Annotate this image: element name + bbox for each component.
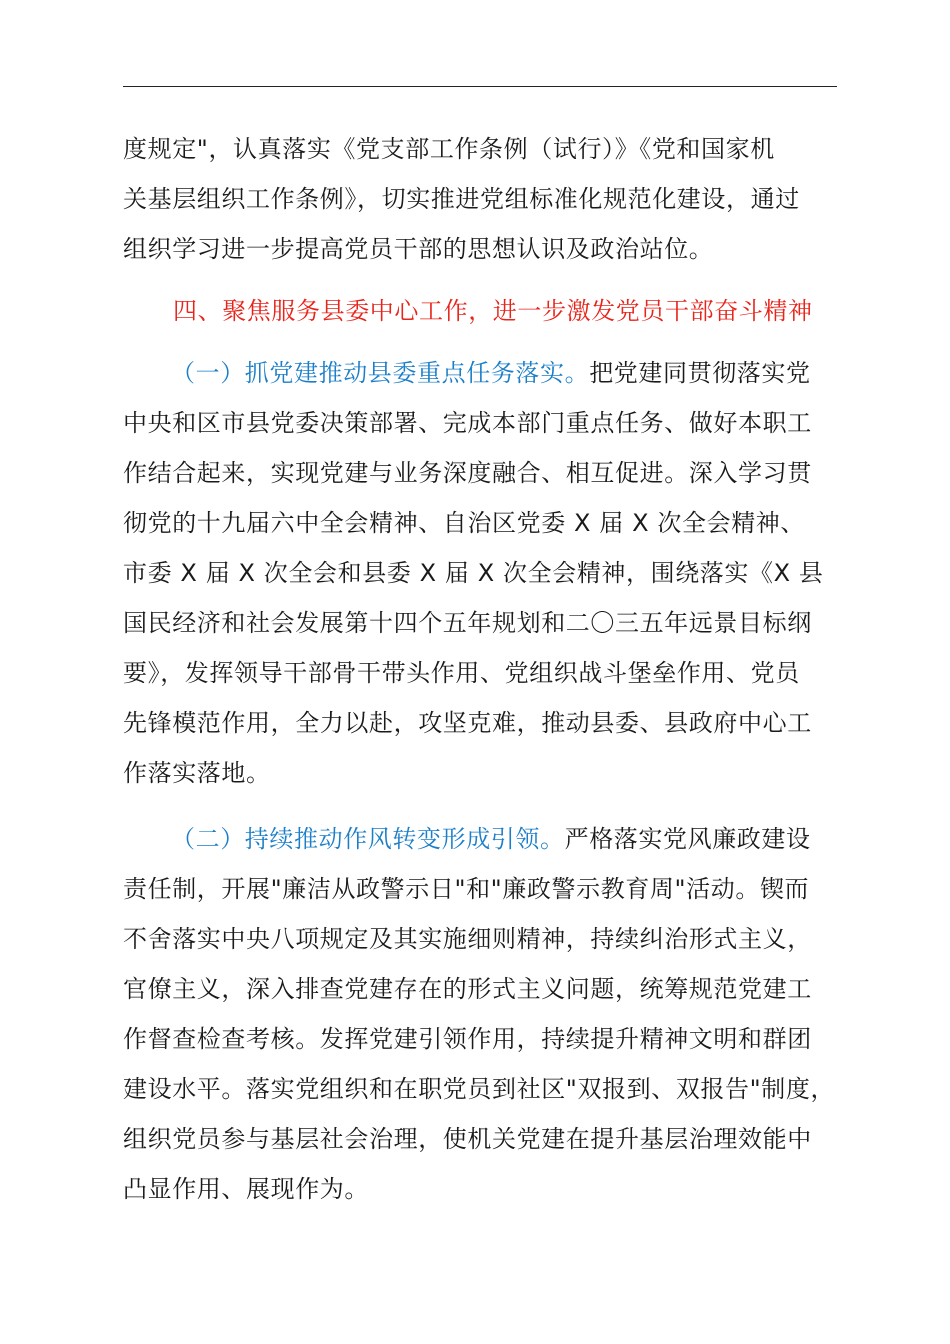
text-line: 组织学习进一步提高党员干部的思想认识及政治站位。 bbox=[123, 235, 714, 263]
text-line: 关基层组织工作条例》，切实推进党组标准化规范化建设，通过 bbox=[123, 185, 800, 213]
text-line-rest: 严格落实党风廉政建设 bbox=[564, 825, 811, 853]
text-line: 凸显作用、展现作为。 bbox=[123, 1175, 369, 1203]
text-line: 作落实落地。 bbox=[123, 759, 271, 787]
paragraph-first-line bbox=[123, 814, 838, 864]
text-line: 作督查检查考核。发挥党建引领作用，持续提升精神文明和群团 bbox=[123, 1025, 812, 1053]
text-line: 建设水平。落实党组织和在职党员到社区"双报到、双报告"制度， bbox=[123, 1075, 836, 1103]
section-heading: 四、聚焦服务县委中心工作，进一步激发党员干部奋斗精神 bbox=[173, 297, 813, 325]
text-line: 先锋模范作用，全力以赴，攻坚克难，推动县委、县政府中心工 bbox=[123, 709, 812, 737]
text-line: 市委 X 届 X 次全会和县委 X 届 X 次全会精神，围绕落实《X 县 bbox=[123, 559, 824, 587]
text-line: 官僚主义，深入排查党建存在的形式主义问题，统筹规范党建工 bbox=[123, 975, 812, 1003]
text-line-rest: 把党建同贯彻落实党 bbox=[589, 359, 811, 387]
text-line: 责任制，开展"廉洁从政警示日"和"廉政警示教育周"活动。锲而 bbox=[123, 875, 810, 903]
subsection-2-paragraph bbox=[123, 814, 838, 1214]
text-line: 组织党员参与基层社会治理，使机关党建在提升基层治理效能中 bbox=[123, 1125, 812, 1153]
paragraph-first-line bbox=[123, 348, 838, 398]
text-line: 要》，发挥领导干部骨干带头作用、党组织战斗堡垒作用、党员 bbox=[123, 659, 800, 687]
subsection-1-paragraph bbox=[123, 348, 838, 798]
text-line: 度规定"，认真落实《党支部工作条例（试行）》《党和国家机 bbox=[123, 135, 775, 163]
text-line: 不舍落实中央八项规定及其实施细则精神，持续纠治形式主义， bbox=[123, 925, 812, 953]
text-line: 国民经济和社会发展第十四个五年规划和二〇三五年远景目标纲 bbox=[123, 609, 812, 637]
document-body bbox=[123, 124, 838, 1214]
intro-paragraph bbox=[123, 124, 838, 274]
text-line: 彻党的十九届六中全会精神、自治区党委 X 届 X 次全会精神、 bbox=[123, 509, 805, 537]
subsection-2-title: （二）持续推动作风转变形成引领。 bbox=[171, 825, 565, 853]
text-line: 作结合起来，实现党建与业务深度融合、相互促进。深入学习贯 bbox=[123, 459, 812, 487]
text-line: 中央和区市县党委决策部署、完成本部门重点任务、做好本职工 bbox=[123, 409, 812, 437]
subsection-1-title: （一）抓党建推动县委重点任务落实。 bbox=[171, 359, 590, 387]
header-rule bbox=[123, 86, 837, 87]
